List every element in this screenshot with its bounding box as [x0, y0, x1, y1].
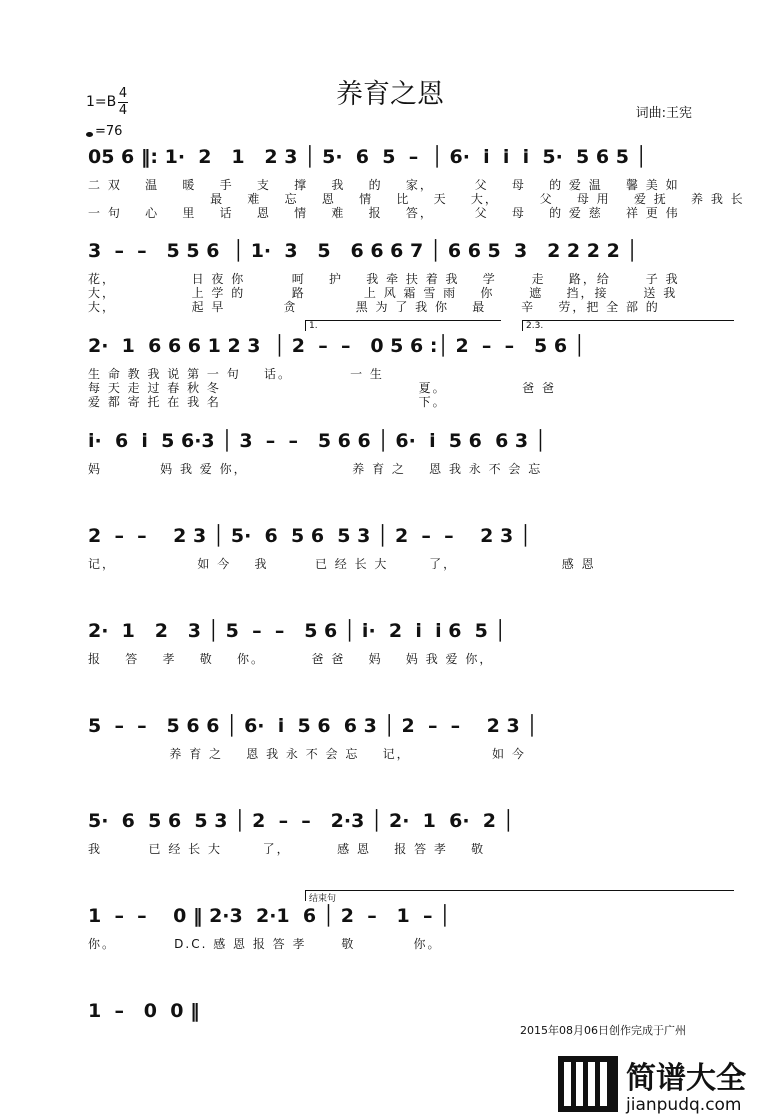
note-row: 05 6 ‖: 1· 2 1 2 3 │ 5· 6 5 – │ 6· i i i 5· 5 6 5 │	[88, 146, 647, 168]
lyric-line: 一 句 心 里 话 恩 情 难 报 答， 父 母 的 爱 慈 祥 更 伟	[88, 206, 680, 220]
ending-bracket: 1.	[305, 320, 501, 331]
note-row: 1 – – 0 ‖ 2·3 2·1 6 │ 2 – 1 – │	[88, 905, 451, 927]
piano-icon	[558, 1056, 618, 1112]
lyric-line: 每 天 走 过 春 秋 冬 夏。 爸 爸	[88, 381, 556, 395]
quarter-note-icon	[86, 132, 93, 137]
tempo-value: =76	[95, 124, 123, 139]
time-signature	[118, 86, 128, 119]
note-row: 2· 1 6 6 6 1 2 3 │ 2 – – 0 5 6 :│ 2 – – 5 6 │	[88, 335, 586, 357]
time-top: 4	[118, 86, 128, 101]
lyric-line: 花， 日 夜 你 呵 护 我 牵 扶 着 我 学 走 路，给 子 我	[88, 272, 680, 286]
lyric-line: 生 命 教 我 说 第 一 句 话。 一 生	[88, 367, 384, 381]
lyric-line: 记， 如 今 我 已 经 长 大 了， 感 恩	[88, 557, 596, 571]
lyric-line: 爱 都 寄 托 在 我 名 下。	[88, 395, 447, 409]
ending-bracket: 结束句	[305, 890, 734, 901]
lyric-line: 你。 D.C. 感 恩 报 答 孝 敬 你。	[88, 937, 442, 951]
logo	[556, 1054, 778, 1116]
lyric-line: 妈 妈 我 爱 你， 养 育 之 恩 我 永 不 会 忘	[88, 462, 543, 476]
ending-bracket: 2.3.	[522, 320, 734, 331]
time-bottom: 4	[118, 103, 128, 118]
note-row: 3 – – 5 5 6 │ 1· 3 5 6 6 6 7 │ 6 6 5 3 2 2 2 2 │	[88, 240, 638, 262]
logo-text: 简谱大全	[626, 1061, 746, 1096]
note-row: 1 – 0 0 ‖	[88, 1000, 200, 1022]
note-row: 2 – – 2 3 │ 5· 6 5 6 5 3 │ 2 – – 2 3 │	[88, 525, 532, 547]
lyric-line: 最 难 忘 恩 情 比 天 大， 父 母 用 爱 抚 养 我 长	[88, 192, 745, 206]
credit: 词曲:王宪	[635, 106, 692, 121]
footer-note: 2015年08月06日创作完成于广州	[520, 1024, 686, 1037]
tempo-marking	[86, 124, 122, 139]
lyric-line: 我 已 经 长 大 了， 感 恩 报 答 孝 敬	[88, 842, 486, 856]
lyric-line: 二 双 温 暖 手 支 撑 我 的 家， 父 母 的 爱 温 馨 美 如	[88, 178, 680, 192]
lyric-line: 养 育 之 恩 我 永 不 会 忘 记， 如 今	[88, 747, 526, 761]
song-title: 养育之恩	[336, 79, 444, 110]
lyric-line: 报 答 孝 敬 你。 爸 爸 妈 妈 我 爱 你，	[88, 652, 494, 666]
note-row: i· 6 i 5 6·3 │ 3 – – 5 6 6 │ 6· i 5 6 6 3 │	[88, 430, 547, 452]
lyric-line: 大， 起 早 贪 黑 为 了 我 你 最 辛 劳，把 全 部 的	[88, 300, 660, 314]
lyric-line: 大， 上 学 的 路 上 风 霜 雪 雨 你 遮 挡，接 送 我	[88, 286, 678, 300]
logo-url: jianpudq.com	[626, 1095, 742, 1115]
note-row: 5· 6 5 6 5 3 │ 2 – – 2·3 │ 2· 1 6· 2 │	[88, 810, 515, 832]
note-row: 5 – – 5 6 6 │ 6· i 5 6 6 3 │ 2 – – 2 3 │	[88, 715, 538, 737]
note-row: 2· 1 2 3 │ 5 – – 5 6 │ i· 2 i i 6 5 │	[88, 620, 506, 642]
key-signature: 1=B	[86, 94, 117, 110]
